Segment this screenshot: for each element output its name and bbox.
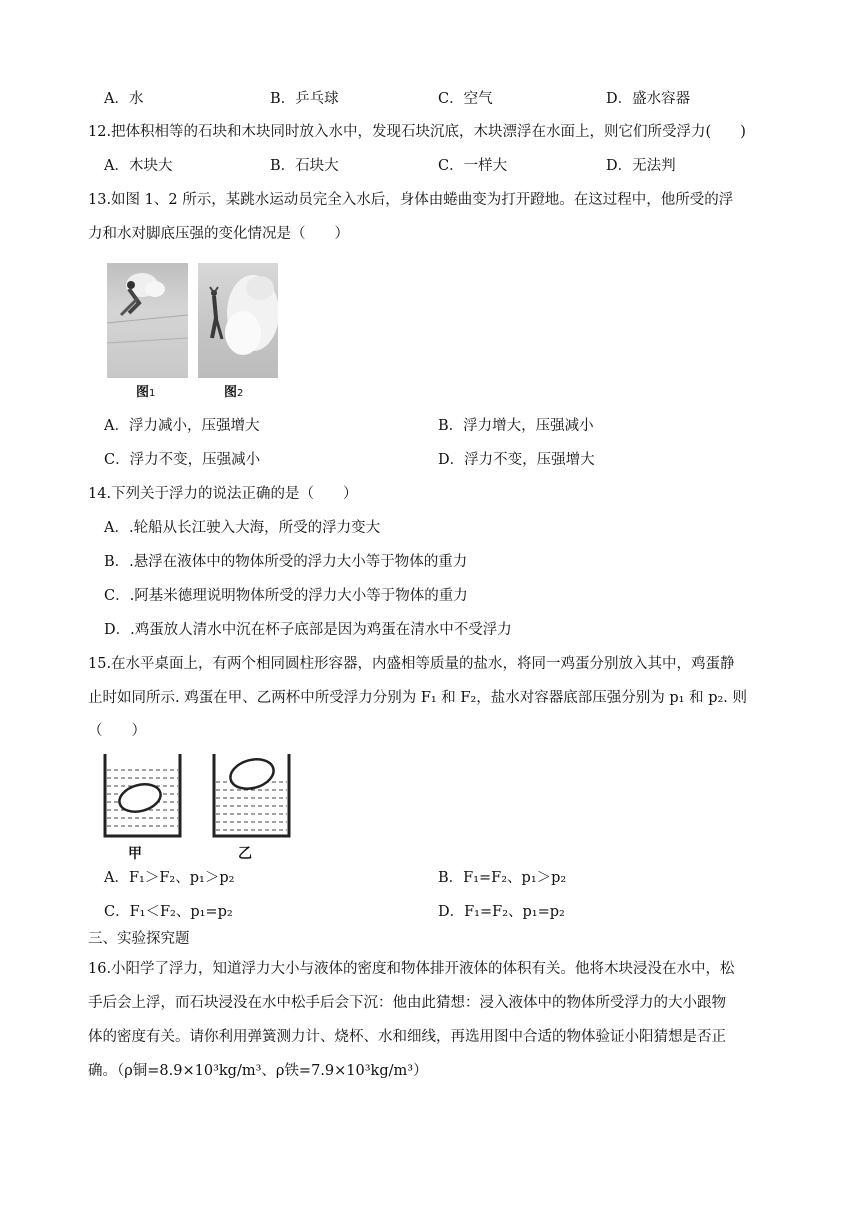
q15-stem-line1: 15.在水平桌面上，有两个相同圆柱形容器，内盛相等质量的盐水，将同一鸡蛋分别放入其中，鸡蛋静 (88, 656, 735, 672)
figure-1-diver-photo (107, 263, 188, 378)
q13-stem-line2: 力和水对脚底压强的变化情况是（ ） (88, 226, 349, 242)
q12-option-c: C．一样大 (438, 158, 508, 174)
figure-2-label: 图 (224, 385, 238, 400)
figure-2-diver-photo (198, 263, 278, 378)
q12-option-a: A．木块大 (104, 158, 173, 174)
beaker-yi (214, 754, 289, 836)
q13-stem-line1: 13.如图 1、2 所示，某跳水运动员完全入水后，身体由蜷曲变为打开蹬地。在这过程中，他所受的浮 (88, 192, 734, 208)
q16-line1: 16.小阳学了浮力，知道浮力大小与液体的密度和物体排开液体的体积有关。他将木块浸没在水中，松 (88, 961, 735, 977)
q14-option-a: A．.轮船从长江驶入大海，所受的浮力变大 (104, 520, 381, 536)
q12-option-d: D．无法判 (606, 158, 676, 174)
q12-option-b: B．石块大 (270, 158, 339, 174)
q13-option-a: A．浮力减小，压强增大 (104, 418, 260, 434)
q11-option-d: D．盛水容器 (606, 91, 691, 107)
diver-curled-icon (107, 263, 188, 378)
diver-extended-icon (198, 263, 278, 378)
label-yi: 乙 (238, 846, 252, 862)
q15-stem-line3: （ ） (88, 723, 146, 739)
q13-option-c: C．浮力不变，压强减小 (104, 452, 261, 468)
beaker-jia (105, 754, 180, 836)
q14-option-b: B．.悬浮在液体中的物体所受的浮力大小等于物体的重力 (104, 554, 468, 570)
q15-option-b: B．F₁=F₂、p₁＞p₂ (438, 870, 567, 886)
q15-option-c: C．F₁＜F₂、p₁=p₂ (104, 904, 233, 920)
q12-stem: 12.把体积相等的石块和木块同时放入水中，发现石块沉底，木块漂浮在水面上，则它们所受浮力( ) (88, 124, 746, 140)
q15-stem-line2: 止时如同所示. 鸡蛋在甲、乙两杯中所受浮力分别为 F₁ 和 F₂，盐水对容器底部压强分别为 p₁ 和 p₂. 则 (88, 690, 748, 706)
figure-1-label: 图 (136, 385, 150, 400)
q16-line4: 确。（ρ铜=8.9×10³kg/m³、ρ铁=7.9×10³kg/m³） (88, 1063, 428, 1079)
q14-stem: 14.下列关于浮力的说法正确的是（ ） (88, 486, 358, 502)
figure-1-number: 1 (149, 388, 156, 399)
q16-line3: 体的密度有关。请你利用弹簧测力计、烧杯、水和细线，再选用图中合适的物体验证小阳猜想是否正 (88, 1029, 726, 1045)
q14-option-c: C．.阿基米德理说明物体所受的浮力大小等于物体的重力 (104, 588, 468, 604)
q13-option-d: D．浮力不变，压强增大 (438, 452, 595, 468)
q14-option-d: D．.鸡蛋放人清水中沉在杯子底部是因为鸡蛋在清水中不受浮力 (104, 622, 512, 638)
q11-option-c: C．空气 (438, 91, 493, 107)
q16-line2: 手后会上浮，而石块浸没在水中松手后会下沉：他由此猜想：浸入液体中的物体所受浮力的大小跟物 (88, 995, 726, 1011)
q15-option-a: A．F₁＞F₂、p₁＞p₂ (104, 870, 235, 886)
figure-2-number: 2 (237, 388, 244, 399)
figure-1-caption (136, 381, 155, 400)
figure-2-caption (224, 381, 243, 400)
q15-option-d: D．F₁=F₂、p₁=p₂ (438, 904, 565, 920)
q11-option-b: B．乒乓球 (270, 91, 339, 107)
section-3-title: 三、实验探究题 (88, 931, 190, 947)
label-jia: 甲 (128, 846, 142, 862)
q11-option-a: A．水 (104, 91, 144, 107)
q13-option-b: B．浮力增大，压强减小 (438, 418, 594, 434)
